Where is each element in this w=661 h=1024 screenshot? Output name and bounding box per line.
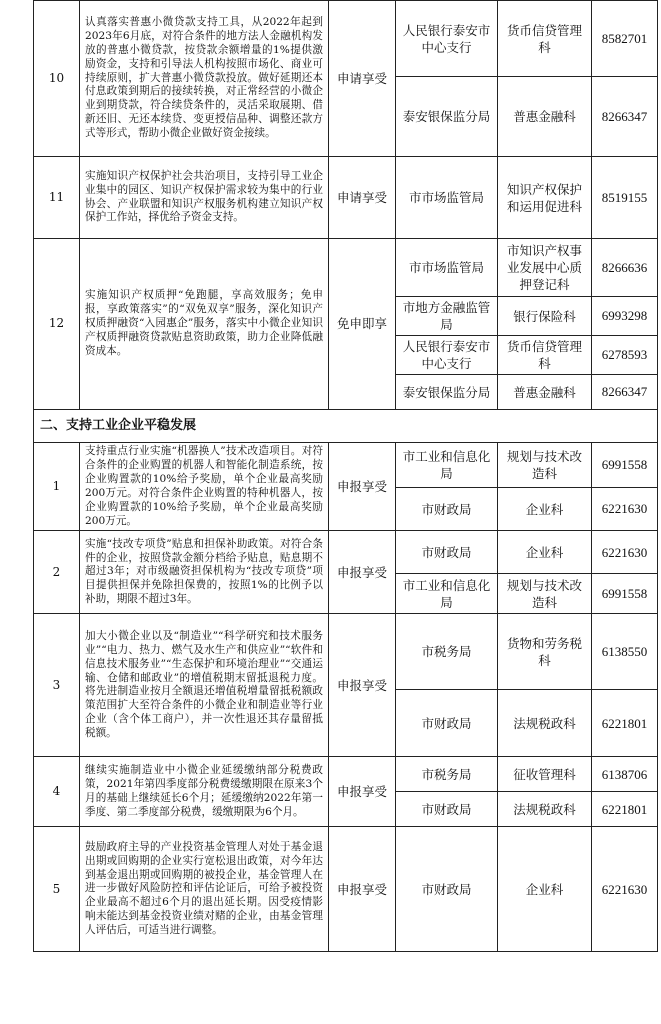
responsible-department: 泰安银保监分局 (396, 375, 498, 410)
policy-content: 实施知识产权保护社会共治项目，支持引导工业企业集中的园区、知识产权保护需求较为集中的行业协会、产业联盟和知识产权服务机构建立知识产权保护工作站，择优给予资金支持。 (80, 157, 329, 239)
responsible-department: 市市场监管局 (396, 239, 498, 297)
responsible-department: 市财政局 (396, 487, 498, 531)
section-header-row (34, 410, 658, 443)
item-number: 1 (34, 443, 80, 531)
responsible-office: 货币信贷管理科 (498, 1, 592, 77)
policy-content: 实施“技改专项贷”贴息和担保补助政策。对符合条件的企业，按照贷款金额分档给予贴息，贴息期不超过3年；对市级融资担保机构为“技改专项贷”项目提供担保并免除担保费的，按照1%的比例予以补助，期限不超过3年。 (80, 531, 329, 614)
table-body-top (34, 1, 658, 410)
contact-phone: 8266636 (592, 239, 658, 297)
enjoy-mode: 申报享受 (329, 531, 396, 614)
responsible-department: 市市场监管局 (396, 157, 498, 239)
contact-phone: 6993298 (592, 297, 658, 336)
contact-phone: 6138550 (592, 614, 658, 690)
policy-content: 鼓励政府主导的产业投资基金管理人对处于基金退出期或回购期的企业实行宽松退出政策，对今年达到基金退出期或回购期的被投企业，基金管理人在进一步做好风险防控和评估论证后，可给予被投资企业最高不超过6个月的退出延长期。因受疫情影响未能达到基金投资业绩对赌的企业，由基金管理人评估后，可适当进行调整。 (80, 827, 329, 952)
enjoy-mode: 免申即享 (329, 239, 396, 410)
policy-content: 认真落实普惠小微贷款支持工具，从2022年起到2023年6月底，对符合条件的地方法人金融机构发放的普惠小微贷款，按贷款余额增量的1%提供激励资金，支持和引导法人机构按照市场化、商业可持续原则，扩大普惠小微贷款投放。做好延期还本付息政策到期后的接续转换，对正常经营的小微企业到期贷款，符合续贷条件的，灵活采取展期、借新还旧、无还本续贷、变更授信品种、调整还款方式等形式，帮助小微企业做好资金接续。 (80, 1, 329, 157)
responsible-office: 征收管理科 (498, 757, 592, 792)
responsible-office: 货币信贷管理科 (498, 336, 592, 375)
responsible-office: 企业科 (498, 487, 592, 531)
table-row (34, 757, 658, 792)
policy-content: 实施知识产权质押“免跑腿，享高效服务；免申报，享政策落实”的“双免双享”服务，深化知识产权质押融资“入园惠企”服务，落实中小微企业知识产权质押融资贷款贴息资助政策，助力企业降低融资成本。 (80, 239, 329, 410)
item-number: 5 (34, 827, 80, 952)
responsible-office: 企业科 (498, 827, 592, 952)
responsible-department: 人民银行泰安市中心支行 (396, 1, 498, 77)
table-row (34, 157, 658, 239)
contact-phone: 6991558 (592, 574, 658, 614)
item-number: 3 (34, 614, 80, 757)
responsible-office: 银行保险科 (498, 297, 592, 336)
policy-content: 支持重点行业实施“机器换人”技术改造项目。对符合条件的企业购置的机器人和智能化制造系统，按企业购置款的10%给予奖励，单个企业最高奖励200万元。对符合条件企业购置的特种机器人，按企业购置款的10%给予奖励，单个企业最高奖励200万元。 (80, 443, 329, 531)
responsible-office: 规划与技术改造科 (498, 574, 592, 614)
responsible-office: 企业科 (498, 531, 592, 574)
responsible-department: 市税务局 (396, 614, 498, 690)
policy-table (33, 0, 658, 952)
enjoy-mode: 申报享受 (329, 757, 396, 827)
contact-phone: 6221630 (592, 487, 658, 531)
enjoy-mode: 申报享受 (329, 827, 396, 952)
item-number: 11 (34, 157, 80, 239)
contact-phone: 8519155 (592, 157, 658, 239)
table-row (34, 239, 658, 297)
responsible-office: 货物和劳务税科 (498, 614, 592, 690)
responsible-department: 市工业和信息化局 (396, 574, 498, 614)
section-title: 二、支持工业企业平稳发展 (34, 410, 658, 443)
contact-phone: 8266347 (592, 375, 658, 410)
responsible-department: 市财政局 (396, 690, 498, 757)
enjoy-mode: 申报享受 (329, 614, 396, 757)
contact-phone: 6278593 (592, 336, 658, 375)
table-row (34, 443, 658, 488)
contact-phone: 6221630 (592, 827, 658, 952)
responsible-office: 法规税政科 (498, 690, 592, 757)
responsible-department: 市工业和信息化局 (396, 443, 498, 488)
table-row (34, 531, 658, 574)
responsible-office: 普惠金融科 (498, 77, 592, 157)
responsible-department: 市地方金融监管局 (396, 297, 498, 336)
responsible-department: 泰安银保监分局 (396, 77, 498, 157)
enjoy-mode: 申请享受 (329, 157, 396, 239)
table-body-bottom (34, 443, 658, 952)
responsible-department: 市税务局 (396, 757, 498, 792)
table-row (34, 1, 658, 77)
responsible-department: 人民银行泰安市中心支行 (396, 336, 498, 375)
item-number: 12 (34, 239, 80, 410)
responsible-office: 普惠金融科 (498, 375, 592, 410)
responsible-office: 知识产权保护和运用促进科 (498, 157, 592, 239)
contact-phone: 6221630 (592, 531, 658, 574)
contact-phone: 8266347 (592, 77, 658, 157)
enjoy-mode: 申请享受 (329, 1, 396, 157)
contact-phone: 6221801 (592, 690, 658, 757)
contact-phone: 6991558 (592, 443, 658, 488)
responsible-office: 规划与技术改造科 (498, 443, 592, 488)
responsible-department: 市财政局 (396, 792, 498, 827)
responsible-department: 市财政局 (396, 827, 498, 952)
item-number: 4 (34, 757, 80, 827)
table-row (34, 827, 658, 952)
responsible-department: 市财政局 (396, 531, 498, 574)
policy-content: 继续实施制造业中小微企业延缓缴纳部分税费政策，2021年第四季度部分税费缓缴期限在原来3个月的基础上继续延长6个月；延缓缴纳2022年第一季度、第二季度部分税费，缓缴期限为6个月。 (80, 757, 329, 827)
responsible-office: 法规税政科 (498, 792, 592, 827)
item-number: 2 (34, 531, 80, 614)
policy-content: 加大小微企业以及“制造业”“科学研究和技术服务业”“电力、热力、燃气及水生产和供应业”“软件和信息技术服务业”“生态保护和环境治理业”“交通运输、仓储和邮政业”的增值税期末留抵退税力度。将先进制造业按月全额退还增值税增量留抵税额政策范围扩大至符合条件的小微企业和制造业等行业企业（含个体工商户），并一次性退还其存量留抵税额。 (80, 614, 329, 757)
contact-phone: 6138706 (592, 757, 658, 792)
table-row (34, 614, 658, 690)
enjoy-mode: 申报享受 (329, 443, 396, 531)
responsible-office: 市知识产权事业发展中心质押登记科 (498, 239, 592, 297)
contact-phone: 8582701 (592, 1, 658, 77)
item-number: 10 (34, 1, 80, 157)
contact-phone: 6221801 (592, 792, 658, 827)
